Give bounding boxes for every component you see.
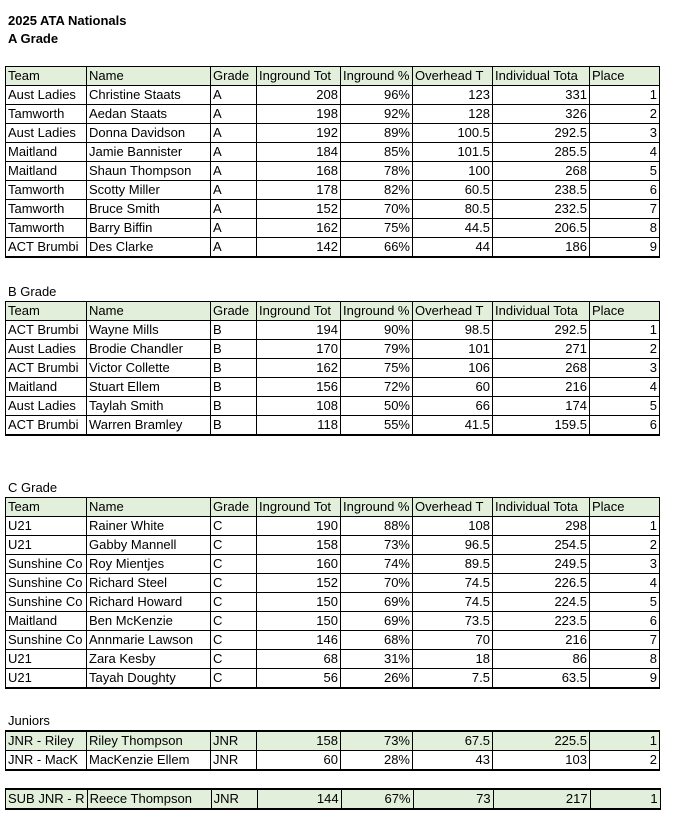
cell-overhead-total: 80.5 <box>413 200 493 219</box>
cell-name: Bruce Smith <box>87 200 211 219</box>
cell-overhead-total: 101 <box>413 340 493 359</box>
column-header-inground-pct: Inground % <box>341 302 413 321</box>
cell-overhead-total: 18 <box>413 650 493 669</box>
cell-overhead-total: 44.5 <box>413 219 493 238</box>
cell-team: SUB JNR - R <box>6 789 88 809</box>
cell-name: Barry Biffin <box>87 219 211 238</box>
cell-inground-pct: 68% <box>341 631 413 650</box>
cell-grade: A <box>211 219 257 238</box>
cell-name: Gabby Mannell <box>87 536 211 555</box>
table-row <box>6 536 660 555</box>
table-row <box>6 124 660 143</box>
cell-individual-total: 216 <box>493 378 590 397</box>
cell-individual-total: 268 <box>493 359 590 378</box>
cell-place: 6 <box>590 181 660 200</box>
cell-place: 4 <box>590 574 660 593</box>
cell-team: Sunshine Co <box>6 574 87 593</box>
cell-overhead-total: 89.5 <box>413 555 493 574</box>
cell-name: Wayne Mills <box>87 321 211 340</box>
cell-overhead-total: 100.5 <box>413 124 493 143</box>
cell-individual-total: 249.5 <box>493 555 590 574</box>
sub-juniors-table <box>5 788 661 810</box>
cell-name: MacKenzie Ellem <box>87 751 211 771</box>
cell-grade: B <box>211 359 257 378</box>
cell-name: Richard Howard <box>87 593 211 612</box>
cell-team: ACT Brumbi <box>6 238 87 258</box>
table-row <box>6 650 660 669</box>
column-header-name: Name <box>87 67 211 86</box>
cell-overhead-total: 128 <box>413 105 493 124</box>
cell-name: Rainer White <box>87 517 211 536</box>
cell-inground-total: 150 <box>257 612 341 631</box>
cell-place: 9 <box>590 238 660 258</box>
cell-overhead-total: 43 <box>413 751 493 771</box>
table-row <box>6 359 660 378</box>
cell-team: Tamworth <box>6 200 87 219</box>
cell-overhead-total: 123 <box>413 86 493 105</box>
table-row <box>6 593 660 612</box>
cell-overhead-total: 44 <box>413 238 493 258</box>
cell-team: JNR - MacK <box>6 751 87 771</box>
column-header-team: Team <box>6 67 87 86</box>
cell-grade: JNR <box>211 731 257 751</box>
cell-individual-total: 86 <box>493 650 590 669</box>
cell-inground-total: 150 <box>257 593 341 612</box>
cell-team: Maitland <box>6 612 87 631</box>
cell-inground-total: 152 <box>257 200 341 219</box>
cell-inground-total: 190 <box>257 517 341 536</box>
cell-overhead-total: 100 <box>413 162 493 181</box>
cell-place: 2 <box>590 105 660 124</box>
cell-inground-total: 60 <box>257 751 341 771</box>
cell-inground-total: 178 <box>257 181 341 200</box>
grade-a-table <box>5 66 660 258</box>
cell-name: Ben McKenzie <box>87 612 211 631</box>
cell-name: Warren Bramley <box>87 416 211 436</box>
cell-inground-total: 170 <box>257 340 341 359</box>
cell-name: Christine Staats <box>87 86 211 105</box>
cell-place: 7 <box>590 631 660 650</box>
cell-grade: JNR <box>211 789 257 809</box>
column-header-name: Name <box>87 498 211 517</box>
cell-grade: A <box>211 238 257 258</box>
cell-inground-total: 158 <box>257 536 341 555</box>
cell-place: 9 <box>590 669 660 689</box>
cell-team: ACT Brumbi <box>6 321 87 340</box>
cell-overhead-total: 67.5 <box>413 731 493 751</box>
header-row <box>6 67 660 86</box>
cell-grade: B <box>211 321 257 340</box>
cell-individual-total: 186 <box>493 238 590 258</box>
table-row <box>6 416 660 436</box>
cell-grade: A <box>211 181 257 200</box>
cell-grade: C <box>211 650 257 669</box>
cell-grade: C <box>211 593 257 612</box>
cell-name: Annmarie Lawson <box>87 631 211 650</box>
table-row <box>6 555 660 574</box>
cell-grade: A <box>211 105 257 124</box>
cell-name: Richard Steel <box>87 574 211 593</box>
cell-inground-total: 146 <box>257 631 341 650</box>
cell-place: 1 <box>590 86 660 105</box>
table-row <box>6 378 660 397</box>
cell-place: 4 <box>590 378 660 397</box>
cell-inground-total: 108 <box>257 397 341 416</box>
column-header-grade: Grade <box>211 67 257 86</box>
table-row <box>6 731 660 751</box>
cell-individual-total: 298 <box>493 517 590 536</box>
cell-inground-total: 68 <box>257 650 341 669</box>
column-header-inground-total: Inground Tot <box>257 498 341 517</box>
column-header-overhead-total: Overhead T <box>413 498 493 517</box>
cell-individual-total: 331 <box>493 86 590 105</box>
cell-name: Brodie Chandler <box>87 340 211 359</box>
cell-name: Scotty Miller <box>87 181 211 200</box>
grade-b-table <box>5 301 660 436</box>
cell-place: 1 <box>590 731 660 751</box>
cell-individual-total: 232.5 <box>493 200 590 219</box>
column-header-grade: Grade <box>211 302 257 321</box>
table-row <box>6 631 660 650</box>
cell-grade: C <box>211 555 257 574</box>
cell-team: Maitland <box>6 143 87 162</box>
cell-overhead-total: 98.5 <box>413 321 493 340</box>
cell-overhead-total: 73 <box>413 789 493 809</box>
column-header-inground-total: Inground Tot <box>257 67 341 86</box>
cell-team: Maitland <box>6 378 87 397</box>
column-header-individual-total: Individual Tota <box>493 302 590 321</box>
cell-inground-pct: 73% <box>341 536 413 555</box>
cell-team: Tamworth <box>6 105 87 124</box>
grade-a-title: A Grade <box>8 31 59 46</box>
cell-inground-total: 56 <box>257 669 341 689</box>
cell-team: Sunshine Co <box>6 593 87 612</box>
cell-individual-total: 223.5 <box>493 612 590 631</box>
cell-grade: B <box>211 416 257 436</box>
cell-individual-total: 292.5 <box>493 124 590 143</box>
cell-name: Taylah Smith <box>87 397 211 416</box>
cell-team: Tamworth <box>6 181 87 200</box>
table-row <box>6 181 660 200</box>
cell-individual-total: 292.5 <box>493 321 590 340</box>
cell-overhead-total: 74.5 <box>413 574 493 593</box>
cell-inground-pct: 79% <box>341 340 413 359</box>
cell-team: ACT Brumbi <box>6 416 87 436</box>
cell-inground-total: 118 <box>257 416 341 436</box>
cell-overhead-total: 108 <box>413 517 493 536</box>
cell-individual-total: 217 <box>493 789 590 809</box>
cell-inground-total: 194 <box>257 321 341 340</box>
cell-grade: C <box>211 574 257 593</box>
table-row <box>6 397 660 416</box>
table-row <box>6 574 660 593</box>
cell-team: Sunshine Co <box>6 631 87 650</box>
cell-team: Aust Ladies <box>6 124 87 143</box>
cell-overhead-total: 41.5 <box>413 416 493 436</box>
cell-inground-total: 156 <box>257 378 341 397</box>
column-header-individual-total: Individual Tota <box>493 67 590 86</box>
cell-overhead-total: 60.5 <box>413 181 493 200</box>
column-header-team: Team <box>6 498 87 517</box>
cell-individual-total: 326 <box>493 105 590 124</box>
table-row <box>6 517 660 536</box>
column-header-individual-total: Individual Tota <box>493 498 590 517</box>
cell-inground-pct: 31% <box>341 650 413 669</box>
table-row <box>6 162 660 181</box>
cell-place: 5 <box>590 162 660 181</box>
cell-inground-pct: 69% <box>341 593 413 612</box>
cell-grade: C <box>211 536 257 555</box>
column-header-place: Place <box>590 302 660 321</box>
cell-name: Donna Davidson <box>87 124 211 143</box>
cell-inground-total: 168 <box>257 162 341 181</box>
cell-place: 2 <box>590 536 660 555</box>
cell-inground-pct: 73% <box>341 731 413 751</box>
table-row <box>6 340 660 359</box>
column-header-inground-total: Inground Tot <box>257 302 341 321</box>
column-header-overhead-total: Overhead T <box>413 67 493 86</box>
cell-name: Roy Mientjes <box>87 555 211 574</box>
cell-name: Tayah Doughty <box>87 669 211 689</box>
cell-inground-pct: 72% <box>341 378 413 397</box>
cell-inground-pct: 26% <box>341 669 413 689</box>
cell-place: 3 <box>590 124 660 143</box>
cell-grade: A <box>211 200 257 219</box>
cell-inground-pct: 69% <box>341 612 413 631</box>
cell-place: 1 <box>590 517 660 536</box>
cell-individual-total: 268 <box>493 162 590 181</box>
column-header-inground-pct: Inground % <box>341 498 413 517</box>
grade-b-title: B Grade <box>8 284 57 299</box>
cell-grade: A <box>211 86 257 105</box>
cell-grade: B <box>211 340 257 359</box>
cell-overhead-total: 60 <box>413 378 493 397</box>
cell-team: Aust Ladies <box>6 340 87 359</box>
cell-team: Aust Ladies <box>6 86 87 105</box>
cell-inground-pct: 85% <box>341 143 413 162</box>
cell-grade: JNR <box>211 751 257 771</box>
cell-inground-pct: 28% <box>341 751 413 771</box>
cell-grade: C <box>211 517 257 536</box>
cell-individual-total: 159.5 <box>493 416 590 436</box>
cell-place: 3 <box>590 359 660 378</box>
cell-place: 8 <box>590 650 660 669</box>
cell-place: 7 <box>590 200 660 219</box>
table-row <box>6 789 661 809</box>
cell-place: 1 <box>590 789 660 809</box>
cell-overhead-total: 70 <box>413 631 493 650</box>
cell-grade: A <box>211 143 257 162</box>
cell-team: U21 <box>6 650 87 669</box>
column-header-inground-pct: Inground % <box>341 67 413 86</box>
juniors-table <box>5 730 660 771</box>
cell-place: 2 <box>590 751 660 771</box>
cell-name: Riley Thompson <box>87 731 211 751</box>
header-row <box>6 498 660 517</box>
cell-inground-total: 158 <box>257 731 341 751</box>
cell-inground-total: 192 <box>257 124 341 143</box>
cell-place: 5 <box>590 397 660 416</box>
cell-inground-pct: 88% <box>341 517 413 536</box>
column-header-grade: Grade <box>211 498 257 517</box>
cell-team: U21 <box>6 517 87 536</box>
cell-inground-pct: 82% <box>341 181 413 200</box>
header-row <box>6 302 660 321</box>
table-row <box>6 669 660 689</box>
cell-individual-total: 216 <box>493 631 590 650</box>
cell-inground-total: 208 <box>257 86 341 105</box>
table-row <box>6 751 660 771</box>
cell-name: Zara Kesby <box>87 650 211 669</box>
cell-grade: C <box>211 669 257 689</box>
grade-c-table <box>5 497 660 689</box>
cell-inground-total: 184 <box>257 143 341 162</box>
cell-inground-pct: 90% <box>341 321 413 340</box>
cell-overhead-total: 73.5 <box>413 612 493 631</box>
cell-name: Victor Collette <box>87 359 211 378</box>
cell-name: Aedan Staats <box>87 105 211 124</box>
cell-name: Stuart Ellem <box>87 378 211 397</box>
cell-inground-pct: 89% <box>341 124 413 143</box>
column-header-team: Team <box>6 302 87 321</box>
cell-place: 2 <box>590 340 660 359</box>
cell-team: Tamworth <box>6 219 87 238</box>
table-row <box>6 143 660 162</box>
cell-inground-pct: 75% <box>341 219 413 238</box>
cell-team: Maitland <box>6 162 87 181</box>
cell-grade: C <box>211 631 257 650</box>
table-row <box>6 105 660 124</box>
cell-overhead-total: 96.5 <box>413 536 493 555</box>
cell-inground-total: 160 <box>257 555 341 574</box>
cell-overhead-total: 106 <box>413 359 493 378</box>
cell-individual-total: 238.5 <box>493 181 590 200</box>
cell-overhead-total: 74.5 <box>413 593 493 612</box>
cell-inground-pct: 78% <box>341 162 413 181</box>
cell-inground-pct: 50% <box>341 397 413 416</box>
cell-team: U21 <box>6 669 87 689</box>
cell-name: Shaun Thompson <box>87 162 211 181</box>
cell-inground-total: 162 <box>257 219 341 238</box>
cell-team: Aust Ladies <box>6 397 87 416</box>
cell-place: 3 <box>590 555 660 574</box>
cell-inground-total: 144 <box>257 789 341 809</box>
cell-name: Reece Thompson <box>87 789 211 809</box>
cell-place: 1 <box>590 321 660 340</box>
cell-place: 6 <box>590 612 660 631</box>
cell-grade: B <box>211 378 257 397</box>
cell-inground-pct: 66% <box>341 238 413 258</box>
page-title: 2025 ATA Nationals <box>8 13 127 28</box>
cell-name: Jamie Bannister <box>87 143 211 162</box>
cell-team: U21 <box>6 536 87 555</box>
cell-inground-total: 198 <box>257 105 341 124</box>
juniors-title: Juniors <box>8 713 50 728</box>
cell-individual-total: 271 <box>493 340 590 359</box>
cell-name: Des Clarke <box>87 238 211 258</box>
cell-place: 6 <box>590 416 660 436</box>
table-row <box>6 86 660 105</box>
cell-team: ACT Brumbi <box>6 359 87 378</box>
cell-individual-total: 206.5 <box>493 219 590 238</box>
cell-inground-total: 142 <box>257 238 341 258</box>
cell-team: JNR - Riley <box>6 731 87 751</box>
cell-inground-pct: 96% <box>341 86 413 105</box>
cell-place: 8 <box>590 219 660 238</box>
cell-inground-pct: 70% <box>341 200 413 219</box>
column-header-overhead-total: Overhead T <box>413 302 493 321</box>
cell-grade: B <box>211 397 257 416</box>
cell-individual-total: 225.5 <box>493 731 590 751</box>
cell-grade: C <box>211 612 257 631</box>
cell-inground-pct: 92% <box>341 105 413 124</box>
cell-inground-pct: 75% <box>341 359 413 378</box>
cell-individual-total: 254.5 <box>493 536 590 555</box>
cell-team: Sunshine Co <box>6 555 87 574</box>
cell-place: 5 <box>590 593 660 612</box>
cell-inground-pct: 70% <box>341 574 413 593</box>
column-header-place: Place <box>590 67 660 86</box>
cell-overhead-total: 7.5 <box>413 669 493 689</box>
table-row <box>6 238 660 258</box>
cell-grade: A <box>211 124 257 143</box>
column-header-name: Name <box>87 302 211 321</box>
cell-individual-total: 224.5 <box>493 593 590 612</box>
cell-individual-total: 103 <box>493 751 590 771</box>
table-row <box>6 200 660 219</box>
cell-place: 4 <box>590 143 660 162</box>
table-row <box>6 219 660 238</box>
column-header-place: Place <box>590 498 660 517</box>
cell-inground-pct: 74% <box>341 555 413 574</box>
cell-inground-pct: 55% <box>341 416 413 436</box>
grade-c-title: C Grade <box>8 480 58 495</box>
cell-individual-total: 226.5 <box>493 574 590 593</box>
cell-individual-total: 174 <box>493 397 590 416</box>
cell-inground-pct: 67% <box>341 789 413 809</box>
cell-inground-total: 152 <box>257 574 341 593</box>
cell-overhead-total: 101.5 <box>413 143 493 162</box>
cell-individual-total: 63.5 <box>493 669 590 689</box>
cell-inground-total: 162 <box>257 359 341 378</box>
table-row <box>6 321 660 340</box>
cell-individual-total: 285.5 <box>493 143 590 162</box>
cell-overhead-total: 66 <box>413 397 493 416</box>
cell-grade: A <box>211 162 257 181</box>
table-row <box>6 612 660 631</box>
